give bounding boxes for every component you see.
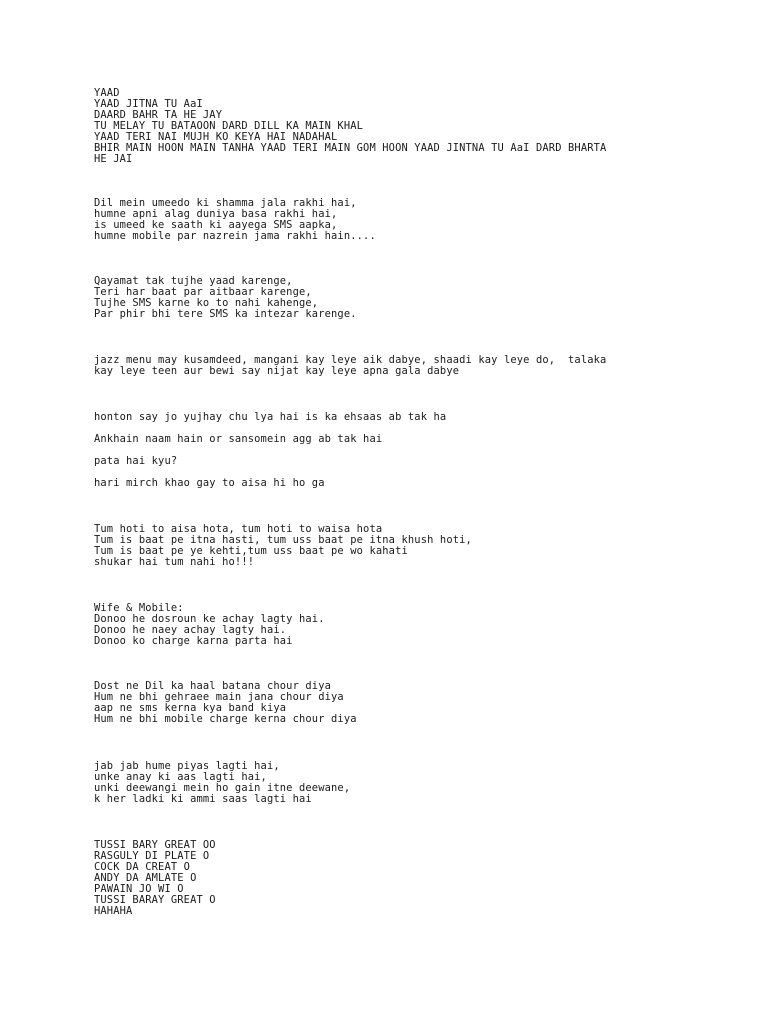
text-line: Donoo he naey achay lagty hai. <box>94 624 287 636</box>
text-line: DAARD BAHR TA HE JAY <box>94 109 223 121</box>
text-line: TUSSI BARY GREAT OO <box>94 839 216 851</box>
text-line: jab jab hume piyas lagti hai, <box>94 760 280 772</box>
text-line: is umeed ke saath ki aayega SMS aapka, <box>94 219 338 231</box>
text-line: YAAD JITNA TU AaI <box>94 98 203 110</box>
text-line: Par phir bhi tere SMS ka intezar karenge. <box>94 308 357 320</box>
text-line: aap ne sms kerna kya band kiya <box>94 702 287 714</box>
text-line: Hum ne bhi mobile charge kerna chour diya <box>94 713 357 725</box>
text-line: hari mirch khao gay to aisa hi ho ga <box>94 477 325 489</box>
text-line: Donoo he dosroun ke achay lagty hai. <box>94 613 325 625</box>
text-line: Dil mein umeedo ki shamma jala rakhi hai, <box>94 197 357 209</box>
text-line: BHIR MAIN HOON MAIN TANHA YAAD TERI MAIN GOM HOON YAAD JINTNA TU AaI DARD BHARTA <box>94 142 607 154</box>
text-line: kay leye teen aur bewi say nijat kay leye apna gala dabye <box>94 365 460 377</box>
text-line: HE JAI <box>94 153 133 165</box>
text-line: honton say jo yujhay chu lya hai is ka ehsaas ab tak ha <box>94 411 447 423</box>
text-line: ANDY DA AMLATE O <box>94 872 197 884</box>
text-line: humne mobile par nazrein jama rakhi hain.... <box>94 230 376 242</box>
text-line: Hum ne bhi gehraee main jana chour diya <box>94 691 344 703</box>
text-line: Teri har baat par aitbaar karenge, <box>94 286 312 298</box>
text-line: Donoo ko charge karna parta hai <box>94 635 293 647</box>
text-line: TU MELAY TU BATAOON DARD DILL KA MAIN KHAL <box>94 120 364 132</box>
text-line: jazz menu may kusamdeed, mangani kay leye aik dabye, shaadi kay leye do, talaka <box>94 354 607 366</box>
text-line: Wife & Mobile: <box>94 602 184 614</box>
text-line: PAWAIN JO WI O <box>94 883 184 895</box>
text-line: HAHAHA <box>94 905 133 917</box>
text-line: Qayamat tak tujhe yaad karenge, <box>94 275 293 287</box>
text-line: Tujhe SMS karne ko to nahi kahenge, <box>94 297 319 309</box>
text-line: COCK DA CREAT O <box>94 861 191 873</box>
text-line: RASGULY DI PLATE O <box>94 850 210 862</box>
text-line: shukar hai tum nahi ho!!! <box>94 556 255 568</box>
text-line: Tum is baat pe itna hasti, tum uss baat pe itna khush hoti, <box>94 534 472 546</box>
text-line: humne apni alag duniya basa rakhi hai, <box>94 208 338 220</box>
text-line: YAAD TERI NAI MUJH KO KEYA HAI NADAHAL <box>94 131 338 143</box>
text-line: Tum is baat pe ye kehti,tum uss baat pe wo kahati <box>94 545 408 557</box>
text-line: k her ladki ki ammi saas lagti hai <box>94 793 312 805</box>
text-line: Ankhain naam hain or sansomein agg ab tak hai <box>94 433 383 445</box>
text-line: TUSSI BARAY GREAT O <box>94 894 216 906</box>
text-line: Dost ne Dil ka haal batana chour diya <box>94 680 332 692</box>
text-line: Tum hoti to aisa hota, tum hoti to waisa hota <box>94 523 383 535</box>
text-line: unki deewangi mein ho gain itne deewane, <box>94 782 351 794</box>
text-line: unke anay ki aas lagti hai, <box>94 771 267 783</box>
text-line: pata hai kyu? <box>94 455 178 467</box>
text-line: YAAD <box>94 87 120 99</box>
